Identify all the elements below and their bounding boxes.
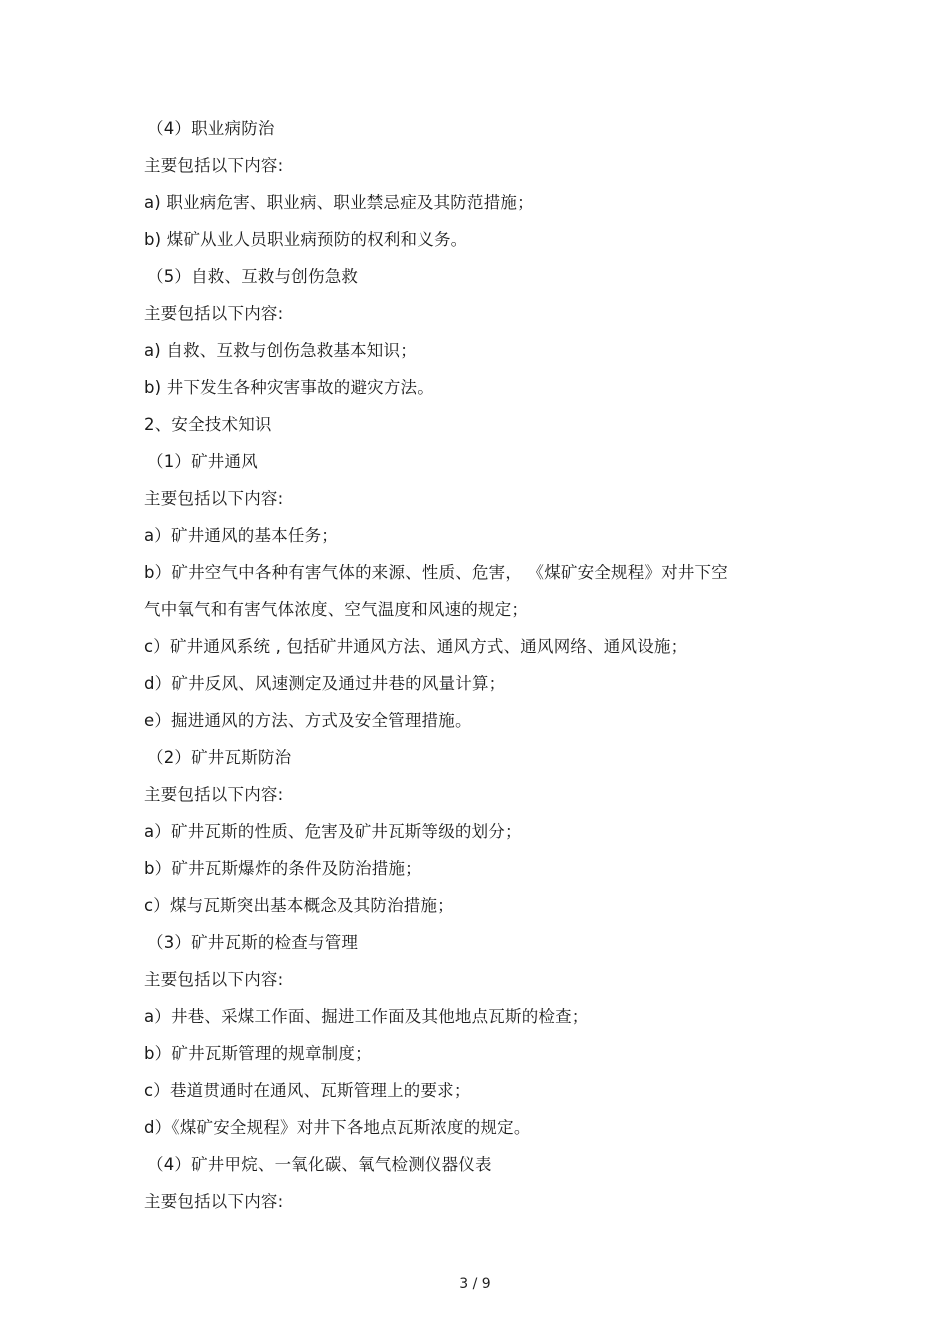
- section-heading: （3）矿井瓦斯的检查与管理: [147, 933, 359, 952]
- text-line: 气中氧气和有害气体浓度、空气温度和风速的规定；: [144, 600, 529, 619]
- text-line: c）巷道贯通时在通风、瓦斯管理上的要求；: [144, 1081, 471, 1100]
- text-line: 主要包括以下内容:: [144, 1192, 284, 1211]
- section-heading: （4）职业病防治: [147, 119, 275, 138]
- text-line: 2、安全技术知识: [144, 415, 272, 434]
- text-line: a) 自救、互救与创伤急救基本知识；: [144, 341, 417, 360]
- section-heading: （4）矿井甲烷、一氧化碳、氧气检测仪器仪表: [147, 1155, 492, 1174]
- text-line: a）矿井瓦斯的性质、危害及矿井瓦斯等级的划分；: [144, 822, 522, 841]
- text-line: b）矿井瓦斯爆炸的条件及防治措施；: [144, 859, 422, 878]
- text-line: d）矿井反风、风速测定及通过井巷的风量计算；: [144, 674, 506, 693]
- page-number: 3 / 9: [459, 1276, 491, 1292]
- text-line: 主要包括以下内容:: [144, 970, 284, 989]
- text-line: a) 职业病危害、职业病、职业禁忌症及其防范措施；: [144, 193, 534, 212]
- text-line: b）矿井瓦斯管理的规章制度；: [144, 1044, 372, 1063]
- text-line: 主要包括以下内容:: [144, 304, 284, 323]
- text-line: a）井巷、采煤工作面、掘进工作面及其他地点瓦斯的检查；: [144, 1007, 589, 1026]
- section-heading: （1）矿井通风: [147, 452, 258, 471]
- text-line: d）《煤矿安全规程》对井下各地点瓦斯浓度的规定。: [144, 1118, 531, 1137]
- text-line: a）矿井通风的基本任务；: [144, 526, 339, 545]
- text-line: c）矿井通风系统 , 包括矿井通风方法、通风方式、通风网络、通风设施；: [144, 637, 688, 656]
- text-line: 主要包括以下内容:: [144, 489, 284, 508]
- section-heading: （5）自救、互救与创伤急救: [147, 267, 359, 286]
- text-line: e）掘进通风的方法、方式及安全管理措施。: [144, 711, 472, 730]
- text-line: 主要包括以下内容:: [144, 156, 284, 175]
- section-heading: （2）矿井瓦斯防治: [147, 748, 292, 767]
- document-body: [144, 110, 804, 1220]
- text-line: b) 井下发生各种灾害事故的避灾方法。: [144, 378, 434, 397]
- text-line: b) 煤矿从业人员职业病预防的权利和义务。: [144, 230, 468, 249]
- text-line: b）矿井空气中各种有害气体的来源、性质、危害， 《煤矿安全规程》对井下空: [144, 563, 728, 582]
- text-line: 主要包括以下内容:: [144, 785, 284, 804]
- text-line: c）煤与瓦斯突出基本概念及其防治措施；: [144, 896, 454, 915]
